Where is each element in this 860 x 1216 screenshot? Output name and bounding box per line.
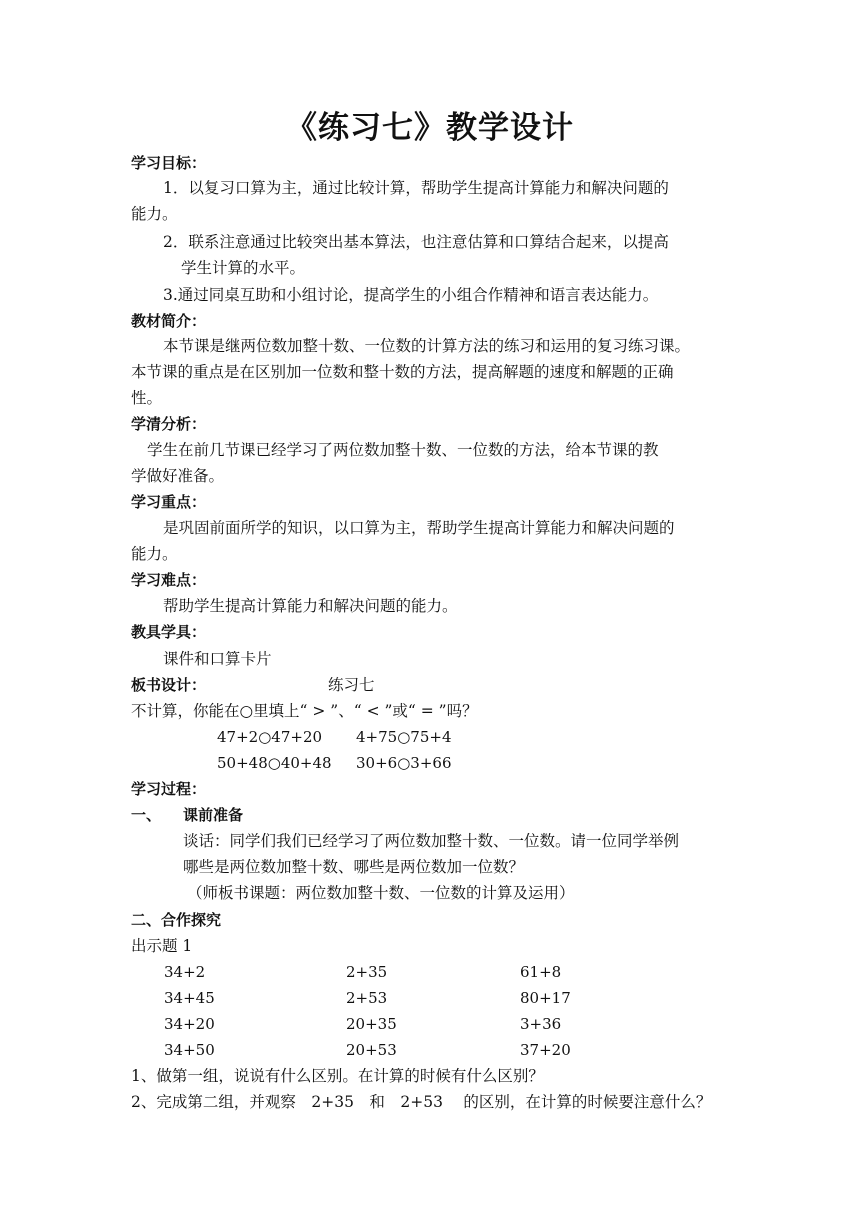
goal-2-line-2: 学生计算的水平。 [181,259,306,277]
exercise-item: 37+20 [520,1041,571,1059]
material-line-1: 本节课是继两位数加整十数、一位数的计算方法的练习和运用的复习练习课。 [163,337,691,355]
board-heading: 板书设计： [131,676,207,694]
exercise-item: 34+20 [164,1015,215,1033]
board-expression: 50+48○40+48 [217,754,332,772]
key-point-line-1: 是巩固前面所学的知识，以口算为主，帮助学生提高计算能力和解决问题的 [163,519,675,537]
exercise-item: 61+8 [520,963,562,981]
exercise-item: 20+53 [346,1041,397,1059]
section-1-line-1: 谈话：同学们我们已经学习了两位数加整十数、一位数。请一位同学举例 [183,832,680,850]
goal-2-line-1: 2．联系注意通过比较突出基本算法，也注意估算和口算结合起来，以提高 [163,233,669,251]
goal-3: 3.通过同桌互助和小组讨论，提高学生的小组合作精神和语言表达能力。 [163,286,659,304]
board-expression: 47+2○47+20 [217,728,323,746]
step-1: 1、做第一组，说说有什么区别。在计算的时候有什么区别？ [131,1067,544,1085]
key-point-line-2: 能力。 [131,545,178,563]
process-heading: 学习过程： [131,780,207,798]
material-line-2: 本节课的重点是在区别加一位数和整十数的方法，提高解题的速度和解题的正确 [131,363,674,381]
goals-heading: 学习目标： [131,154,207,172]
tools-line-1: 课件和口算卡片 [163,650,272,668]
document-title: 《练习七》教学设计 [286,110,574,146]
material-heading: 教材简介： [131,312,207,330]
exercise-item: 2+53 [346,989,388,1007]
section-1-line-2: 哪些是两位数加整十数、哪些是两位数加一位数？ [183,858,525,876]
exercise-item: 3+36 [520,1015,562,1033]
board-title: 练习七 [328,676,375,694]
exercise-item: 34+2 [164,963,206,981]
goal-1-line-1: 1．以复习口算为主，通过比较计算，帮助学生提高计算能力和解决问题的 [163,179,669,197]
difficulty-line-1: 帮助学生提高计算能力和解决问题的能力。 [163,597,458,615]
exercise-item: 34+45 [164,989,215,1007]
tools-heading: 教具学具： [131,623,207,641]
exercise-item: 20+35 [346,1015,397,1033]
section-1-line-3: （师板书课题：两位数加整十数、一位数的计算及运用） [187,884,575,902]
board-question: 不计算，你能在○里填上“ > ”、“ < ”或“ = ”吗？ [131,702,478,720]
exercise-item: 34+50 [164,1041,215,1059]
example-label: 出示题 1 [131,937,193,955]
analysis-line-2: 学做好准备。 [131,467,225,485]
analysis-heading: 学清分析： [131,415,207,433]
exercise-item: 2+35 [346,963,388,981]
analysis-line-1: 学生在前几节课已经学习了两位数加整十数、一位数的方法，给本节课的教 [147,441,659,459]
exercise-item: 80+17 [520,989,571,1007]
board-expression: 4+75○75+4 [356,728,452,746]
section-2-title: 二、合作探究 [131,911,222,929]
key-point-heading: 学习重点： [131,493,207,511]
section-1-title: 课前准备 [183,806,244,824]
difficulty-heading: 学习难点： [131,571,207,589]
section-1-number: 一、 [131,806,162,824]
goal-1-line-2: 能力。 [131,205,178,223]
board-expression: 30+6○3+66 [356,754,452,772]
step-2: 2、完成第二组，并观察 2+35 和 2+53 的区别，在计算的时候要注意什么？ [131,1093,712,1111]
material-line-3: 性。 [131,389,163,407]
